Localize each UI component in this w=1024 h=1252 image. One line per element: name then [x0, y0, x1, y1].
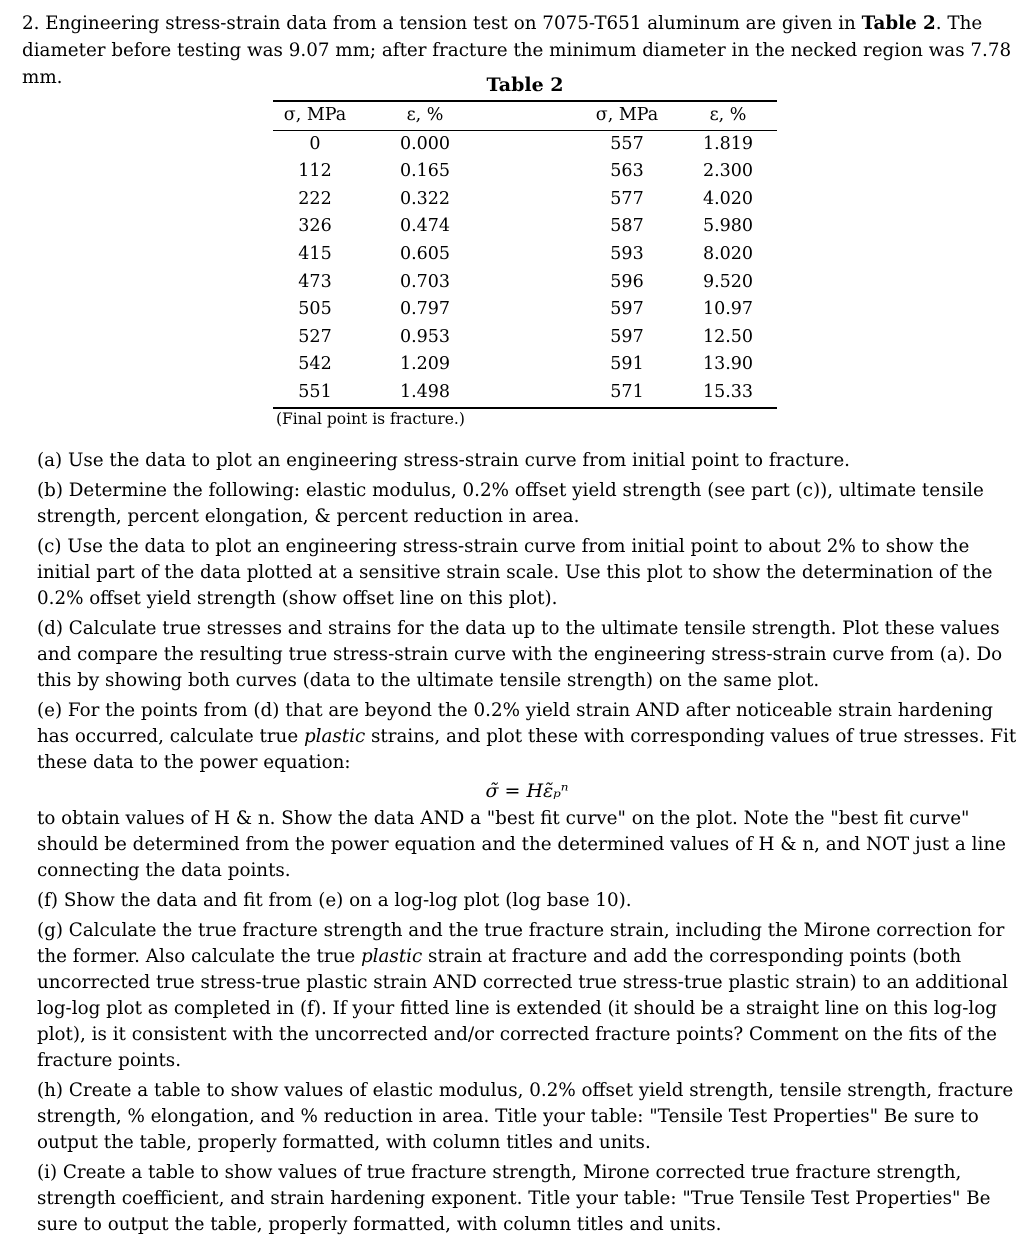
table-title: Table 2	[486, 74, 564, 96]
cell-stress-2: 597	[610, 299, 644, 320]
stress-strain-table	[273, 100, 777, 409]
table-row	[273, 213, 777, 241]
power-equation: σ̃ = Hε̃ₚⁿ	[485, 780, 569, 802]
table-header-row	[273, 101, 777, 130]
part-i: (i) Create a table to show values of true fracture strength, Mirone corrected true fracture strength, strength coefficient, and strain hardening exponent. Title your table: "True Tensile Test Properties" Be sure to output the table, properly formatted, with column titles and units.	[37, 1162, 991, 1235]
part-e	[37, 698, 1024, 776]
cell-stress-1: 222	[298, 188, 332, 209]
table-row	[273, 351, 777, 379]
cell-stress-2: 557	[610, 133, 644, 154]
intro-table-ref: Table 2	[861, 13, 936, 34]
part-g-text-1: (g) Calculate the true fracture strength and the true fracture strain, including the Mirone correction for the former. Also calculate the true	[37, 920, 1005, 967]
table-row	[273, 324, 777, 352]
part-e-text-2: strains, and plot these with corresponding values of true stresses. Fit these data to the power equation:	[37, 726, 1017, 773]
cell-stress-2: 596	[610, 271, 644, 292]
part-e-emphasis: plastic	[303, 726, 366, 747]
table-row	[273, 269, 777, 297]
cell-strain-2: 13.90	[702, 354, 754, 375]
header-strain-1: ε, %	[357, 101, 493, 130]
part-h: (h) Create a table to show values of elastic modulus, 0.2% offset yield strength, tensile strength, fracture strength, % elongation, and % reduction in area. Title your table: "Tensile Test Properties" Be sure to output the table, properly formatted, with column titles and units.	[37, 1080, 1014, 1153]
cell-stress-1: 473	[298, 271, 332, 292]
part-c: (c) Use the data to plot an engineering stress-strain curve from initial point to about 2% to show the initial part of the data plotted at a sensitive strain scale. Use this plot to show the determination of the 0.2% offset yield strength (show offset line on this plot).	[37, 536, 993, 609]
cell-strain-1: 1.498	[357, 379, 493, 408]
table-note: (Final point is fracture.)	[276, 410, 465, 428]
cell-strain-1: 0.474	[399, 216, 451, 237]
cell-stress-2: 587	[610, 216, 644, 237]
cell-stress-2: 593	[610, 243, 644, 264]
cell-stress-2: 571	[575, 379, 679, 408]
header-strain-2: ε, %	[679, 101, 777, 130]
cell-stress-2: 591	[610, 354, 644, 375]
cell-strain-2: 15.33	[679, 379, 777, 408]
cell-strain-1: 0.165	[399, 161, 451, 182]
cell-strain-1: 0.953	[399, 326, 451, 347]
part-b: (b) Determine the following: elastic modulus, 0.2% offset yield strength (see part (c)), ultimate tensile strength, percent elongation, & percent reduction in area.	[37, 480, 984, 527]
cell-strain-2: 2.300	[702, 161, 754, 182]
cell-stress-1: 415	[298, 243, 332, 264]
intro-text-1: 2. Engineering stress-strain data from a tension test on 7075-T651 aluminum are given in	[22, 13, 862, 34]
table-row	[273, 296, 777, 324]
cell-strain-2: 4.020	[702, 188, 754, 209]
cell-strain-1: 1.209	[399, 354, 451, 375]
cell-strain-1: 0.322	[399, 188, 451, 209]
cell-strain-2: 12.50	[702, 326, 754, 347]
part-a: (a) Use the data to plot an engineering stress-strain curve from initial point to fracture.	[37, 450, 850, 471]
header-stress-2: σ, MPa	[575, 101, 679, 130]
table-row	[273, 379, 777, 408]
cell-stress-1: 542	[298, 354, 332, 375]
cell-strain-1: 0.605	[399, 243, 451, 264]
part-g-emphasis: plastic	[360, 946, 423, 967]
cell-stress-1: 551	[273, 379, 357, 408]
cell-stress-2: 563	[610, 161, 644, 182]
table-row	[273, 241, 777, 269]
cell-stress-1: 0	[309, 133, 321, 154]
cell-strain-2: 1.819	[702, 133, 754, 154]
part-f: (f) Show the data and fit from (e) on a log-log plot (log base 10).	[37, 890, 632, 911]
table-row	[273, 186, 777, 214]
table-row	[273, 130, 777, 158]
problem-parts	[37, 448, 1024, 1242]
cell-stress-2: 577	[610, 188, 644, 209]
part-e-continued: to obtain values of H & n. Show the data AND a "best fit curve" on the plot. Note the "best fit curve" should be determined from the power equation and the determined values of H & n, and NOT just a line connecting the data points.	[37, 808, 1006, 881]
cell-strain-2: 8.020	[702, 243, 754, 264]
part-g-text-2: strain at fracture and add the corresponding points (both uncorrected true stress-true plastic strain AND corrected true stress-true plastic strain) to an additional log-log plot as completed in (f). If your fitted line is extended (it should be a straight line on this log-log plot), is it consistent with the uncorrected and/or corrected fracture points? Comment on the fits of the fracture points.	[37, 946, 1008, 1071]
intro-text-2: . The diameter before testing was 9.07 mm; after fracture the minimum diameter in the necked region was 7.78 mm.	[22, 13, 1012, 88]
cell-stress-1: 326	[298, 216, 332, 237]
part-e-text-1: (e) For the points from (d) that are beyond the 0.2% yield strain AND after noticeable strain hardening has occurred, calculate true	[37, 700, 993, 747]
cell-stress-1: 505	[298, 299, 332, 320]
cell-strain-1: 0.000	[399, 133, 451, 154]
cell-stress-2: 597	[610, 326, 644, 347]
table-row	[273, 158, 777, 186]
table-gap	[493, 101, 575, 130]
part-d: (d) Calculate true stresses and strains for the data up to the ultimate tensile strength. Plot these values and compare the resulting true stress-strain curve with the engineering stress-strain curve from (a). Do this by showing both curves (data to the ultimate tensile strength) on the same plot.	[37, 618, 1003, 691]
cell-stress-1: 112	[298, 161, 332, 182]
part-g	[37, 918, 1024, 1074]
cell-strain-1: 0.703	[399, 271, 451, 292]
cell-stress-1: 527	[298, 326, 332, 347]
header-stress-1: σ, MPa	[273, 101, 357, 130]
cell-strain-2: 5.980	[702, 216, 754, 237]
cell-strain-2: 10.97	[702, 299, 754, 320]
cell-strain-1: 0.797	[399, 299, 451, 320]
cell-strain-2: 9.520	[702, 271, 754, 292]
